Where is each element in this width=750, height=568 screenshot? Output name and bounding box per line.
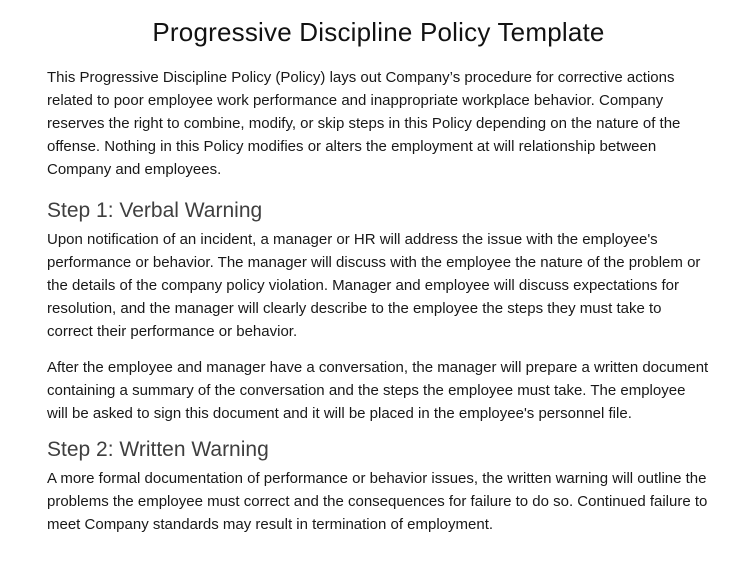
intro-paragraph: This Progressive Discipline Policy (Policy) lays out Company’s procedure for corrective actions related to poor employee work performance and inappropriate workplace behavior. Company reserves the right to combine, modify, or skip steps in this Policy depending on the nature of the offense. Nothing in this Policy modifies or alters the employment at will relationship between Company and employees.	[47, 69, 681, 178]
step-2-paragraph-1: A more formal documentation of performance or behavior issues, the written warning will outline the problems the employee must correct and the consequences for failure to do so. Continued failure to meet Company standards may result in termination of employment.	[47, 470, 708, 533]
step-1-paragraph-2: After the employee and manager have a conversation, the manager will prepare a written document containing a summary of the conversation and the steps the employee must take. The employee will be asked to sign this document and it will be placed in the employee's personnel file.	[47, 359, 709, 422]
document-title: Progressive Discipline Policy Template	[152, 17, 605, 47]
section-heading-step-2-written-warning: Step 2: Written Warning	[47, 438, 269, 461]
step-1-paragraph-1: Upon notification of an incident, a manager or HR will address the issue with the employee's performance or behavior. The manager will discuss with the employee the nature of the problem or the details of the company policy violation. Manager and employee will discuss expectations for resolution, and the manager will clearly describe to the employee the steps they must take to correct their performance or behavior.	[47, 231, 701, 340]
section-heading-step-1-verbal-warning: Step 1: Verbal Warning	[47, 199, 263, 222]
